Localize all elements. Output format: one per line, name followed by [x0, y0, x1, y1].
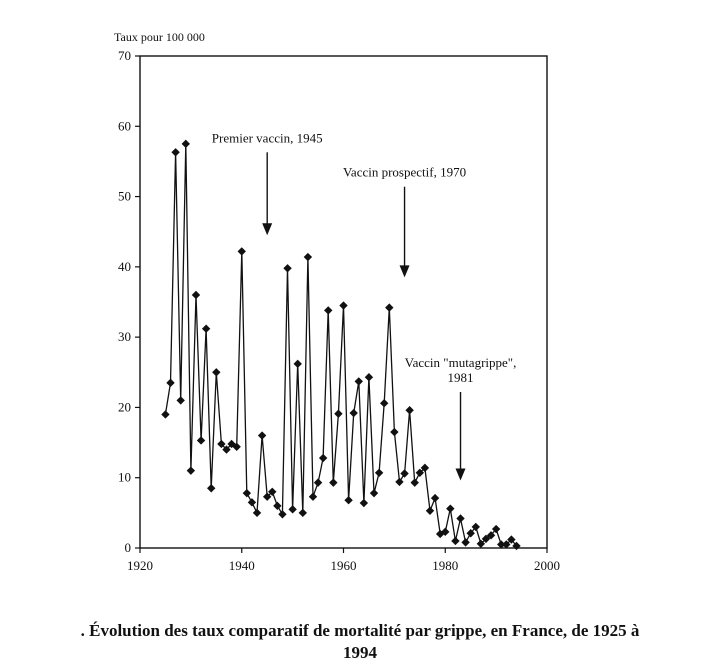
annotation-arrow-head [400, 265, 410, 277]
data-point [334, 410, 342, 418]
y-tick-label: 40 [118, 258, 131, 274]
data-point [349, 409, 357, 417]
data-point [400, 469, 408, 477]
data-point [248, 498, 256, 506]
y-tick-label: 20 [118, 399, 131, 415]
data-point [360, 499, 368, 507]
data-point [197, 436, 205, 444]
annotation-label: Premier vaccin, 1945 [211, 130, 323, 146]
data-point [431, 494, 439, 502]
x-tick-label: 1980 [432, 558, 459, 573]
axes [118, 48, 560, 573]
data-point [283, 264, 291, 272]
data-point [207, 484, 215, 492]
annotation-label: Vaccin "mutagrippe", [404, 354, 517, 370]
data-point [385, 303, 393, 311]
data-point [370, 489, 378, 497]
data-point [451, 537, 459, 545]
caption-line-1: . Évolution des taux comparatif de mortalité par grippe, en France, de 1925 à [80, 621, 640, 640]
series-line [165, 144, 516, 546]
data-point [273, 502, 281, 510]
data-point [278, 510, 286, 518]
data-point [304, 253, 312, 261]
data-point [355, 377, 363, 385]
annotation-arrow-head [456, 469, 466, 481]
data-point [314, 478, 322, 486]
data-point [375, 469, 383, 477]
data-markers [161, 140, 520, 550]
data-point [446, 504, 454, 512]
data-point [202, 325, 210, 333]
y-tick-label: 10 [118, 469, 131, 485]
annotation-label: 1981 [447, 369, 474, 385]
data-point [192, 291, 200, 299]
data-point [395, 478, 403, 486]
data-point [329, 478, 337, 486]
data-point [177, 396, 185, 404]
data-point [166, 379, 174, 387]
data-point [344, 496, 352, 504]
y-tick-label: 50 [118, 188, 131, 204]
data-point [365, 373, 373, 381]
data-point [187, 466, 195, 474]
data-point [238, 247, 246, 255]
x-tick-label: 1920 [127, 558, 153, 573]
data-point [253, 509, 261, 517]
data-point [390, 428, 398, 436]
data-point [182, 140, 190, 148]
data-point [161, 410, 169, 418]
y-tick-label: 70 [118, 48, 131, 63]
y-tick-label: 60 [118, 118, 131, 134]
x-tick-label: 2000 [534, 558, 560, 573]
data-point [405, 406, 413, 414]
annotation-arrow-head [262, 223, 272, 235]
data-point [258, 431, 266, 439]
x-tick-label: 1940 [228, 558, 255, 573]
x-tick-label: 1960 [330, 558, 357, 573]
data-point [426, 507, 434, 515]
data-point [339, 301, 347, 309]
figure-caption [0, 620, 720, 664]
data-point [380, 399, 388, 407]
annotations [212, 130, 517, 480]
data-point [243, 489, 251, 497]
data-point [324, 306, 332, 314]
y-axis-label: Taux pour 100 000 [114, 30, 205, 44]
data-point [171, 148, 179, 156]
data-point [294, 360, 302, 368]
data-point [456, 514, 464, 522]
data-point [461, 538, 469, 546]
y-tick-label: 30 [118, 329, 131, 345]
caption-line-2: 1994 [343, 643, 377, 662]
data-point [411, 478, 419, 486]
data-point [288, 505, 296, 513]
data-point [309, 492, 317, 500]
y-tick-label: 0 [124, 540, 131, 555]
data-point [299, 509, 307, 517]
data-point [212, 368, 220, 376]
annotation-label: Vaccin prospectif, 1970 [342, 164, 467, 180]
data-point [319, 454, 327, 462]
